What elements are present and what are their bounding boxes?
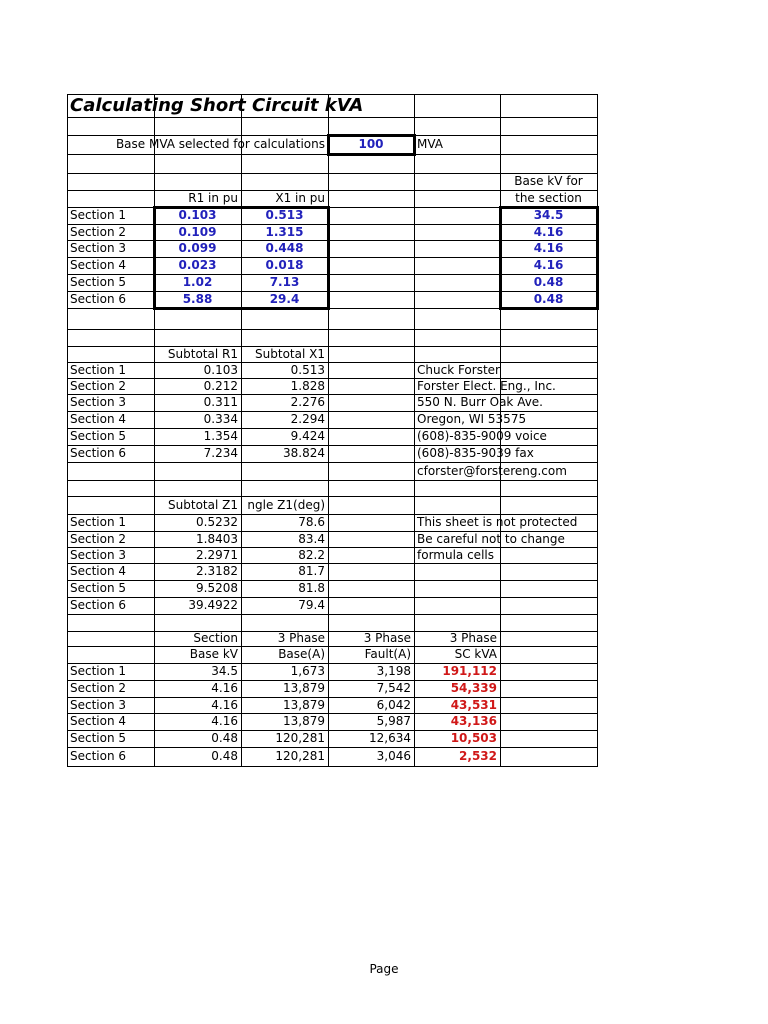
x1-input[interactable]: 29.4 — [269, 292, 300, 306]
result-sc-kva[interactable]: 191,112 — [442, 664, 497, 678]
r1-input[interactable]: 5.88 — [182, 292, 213, 306]
x1-input[interactable]: 0.513 — [265, 208, 304, 222]
x1-input[interactable]: 0.448 — [265, 241, 304, 255]
section-label[interactable]: Section 5 — [70, 731, 127, 745]
contact-line[interactable]: Forster Elect. Eng., Inc. — [417, 379, 556, 393]
angle-z1-header[interactable]: ngle Z1(deg) — [247, 498, 325, 512]
basekv-input[interactable]: 4.16 — [533, 258, 564, 272]
result-sc-kva[interactable]: 10,503 — [450, 731, 497, 745]
result-base-amps[interactable]: 120,281 — [275, 749, 325, 763]
results-header[interactable]: Base(A) — [278, 647, 325, 661]
subtotal-x1-header[interactable]: Subtotal X1 — [255, 347, 325, 361]
sheet-title[interactable]: Calculating Short Circuit kVA — [70, 95, 364, 116]
result-base-amps[interactable]: 1,673 — [290, 664, 325, 678]
section-label[interactable]: Section 5 — [70, 275, 127, 289]
x1-input[interactable]: 0.018 — [265, 258, 304, 272]
section-label[interactable]: Section 2 — [70, 532, 127, 546]
section-label[interactable]: Section 2 — [70, 225, 127, 239]
result-sc-kva[interactable]: 43,531 — [450, 698, 497, 712]
subtotal-z1[interactable]: 9.5208 — [196, 581, 238, 595]
section-label[interactable]: Section 3 — [70, 698, 127, 712]
result-basekv[interactable]: 4.16 — [211, 681, 238, 695]
result-fault-amps[interactable]: 6,042 — [376, 698, 411, 712]
basekv-input[interactable]: 34.5 — [533, 208, 564, 222]
section-label[interactable]: Section 1 — [70, 515, 127, 529]
result-basekv[interactable]: 4.16 — [211, 714, 238, 728]
contact-line[interactable]: (608)-835-9009 voice — [417, 429, 547, 443]
results-header[interactable]: 3 Phase — [277, 631, 325, 645]
subtotal-r1-header[interactable]: Subtotal R1 — [167, 347, 238, 361]
angle-z1[interactable]: 82.2 — [298, 548, 325, 562]
results-header[interactable]: 3 Phase — [363, 631, 411, 645]
angle-z1[interactable]: 83.4 — [298, 532, 325, 546]
basekv-header-1[interactable]: Base kV for — [514, 174, 583, 188]
subtotal-x1[interactable]: 38.824 — [283, 446, 325, 460]
contact-line[interactable]: Oregon, WI 53575 — [417, 412, 527, 426]
section-label[interactable]: Section 1 — [70, 208, 127, 222]
results-header[interactable]: SC kVA — [454, 647, 497, 661]
result-base-amps[interactable]: 13,879 — [283, 714, 325, 728]
note-line[interactable]: This sheet is not protected — [417, 515, 578, 529]
subtotal-z1[interactable]: 0.5232 — [196, 515, 238, 529]
section-label[interactable]: Section 5 — [70, 581, 127, 595]
section-label[interactable]: Section 3 — [70, 548, 127, 562]
result-base-amps[interactable]: 13,879 — [283, 698, 325, 712]
section-label[interactable]: Section 6 — [70, 446, 127, 460]
result-fault-amps[interactable]: 5,987 — [376, 714, 411, 728]
section-label[interactable]: Section 2 — [70, 379, 127, 393]
contact-line[interactable]: cforster@forstereng.com — [417, 464, 567, 478]
section-label[interactable]: Section 1 — [70, 363, 127, 377]
result-sc-kva[interactable]: 54,339 — [450, 681, 497, 695]
subtotal-x1[interactable]: 1.828 — [290, 379, 325, 393]
results-header[interactable]: Base kV — [189, 647, 238, 661]
x1-input[interactable]: 1.315 — [265, 225, 304, 239]
section-label[interactable]: Section 5 — [70, 429, 127, 443]
angle-z1[interactable]: 81.8 — [298, 581, 325, 595]
subtotal-z1[interactable]: 39.4922 — [188, 598, 238, 612]
subtotal-r1[interactable]: 0.212 — [203, 379, 238, 393]
subtotal-x1[interactable]: 2.276 — [290, 395, 325, 409]
result-base-amps[interactable]: 120,281 — [275, 731, 325, 745]
subtotal-z1-header[interactable]: Subtotal Z1 — [168, 498, 238, 512]
contact-line[interactable]: (608)-835-9039 fax — [417, 446, 534, 460]
result-basekv[interactable]: 0.48 — [211, 749, 238, 763]
subtotal-r1[interactable]: 0.103 — [203, 363, 238, 377]
subtotal-x1[interactable]: 2.294 — [290, 412, 325, 426]
result-fault-amps[interactable]: 3,198 — [376, 664, 411, 678]
note-line[interactable]: formula cells — [417, 548, 494, 562]
subtotal-x1[interactable]: 9.424 — [290, 429, 325, 443]
r1-input[interactable]: 0.103 — [178, 208, 217, 222]
result-fault-amps[interactable]: 12,634 — [369, 731, 411, 745]
base-mva-unit[interactable]: MVA — [417, 137, 444, 151]
angle-z1[interactable]: 78.6 — [298, 515, 325, 529]
contact-line[interactable]: Chuck Forster — [417, 363, 500, 377]
subtotal-x1[interactable]: 0.513 — [290, 363, 325, 377]
x1-header[interactable]: X1 in pu — [275, 191, 325, 205]
results-header[interactable]: 3 Phase — [449, 631, 497, 645]
result-basekv[interactable]: 0.48 — [211, 731, 238, 745]
r1-header[interactable]: R1 in pu — [188, 191, 238, 205]
subtotal-r1[interactable]: 7.234 — [203, 446, 238, 460]
subtotal-r1[interactable]: 0.334 — [203, 412, 238, 426]
base-mva-input[interactable]: 100 — [358, 137, 384, 151]
section-label[interactable]: Section 2 — [70, 681, 127, 695]
results-header[interactable]: Fault(A) — [364, 647, 411, 661]
angle-z1[interactable]: 79.4 — [298, 598, 325, 612]
basekv-input[interactable]: 4.16 — [533, 225, 564, 239]
result-fault-amps[interactable]: 3,046 — [376, 749, 411, 763]
basekv-input[interactable]: 0.48 — [533, 275, 564, 289]
section-label[interactable]: Section 6 — [70, 292, 127, 306]
subtotal-z1[interactable]: 2.3182 — [196, 564, 238, 578]
section-label[interactable]: Section 4 — [70, 714, 127, 728]
subtotal-r1[interactable]: 1.354 — [203, 429, 238, 443]
subtotal-r1[interactable]: 0.311 — [203, 395, 238, 409]
x1-input[interactable]: 7.13 — [269, 275, 300, 289]
base-mva-label[interactable]: Base MVA selected for calculations — [115, 137, 325, 151]
section-label[interactable]: Section 4 — [70, 412, 127, 426]
result-sc-kva[interactable]: 43,136 — [450, 714, 497, 728]
section-label[interactable]: Section 3 — [70, 241, 127, 255]
r1-input[interactable]: 0.109 — [178, 225, 217, 239]
note-line[interactable]: Be careful not to change — [417, 532, 565, 546]
subtotal-z1[interactable]: 2.2971 — [196, 548, 238, 562]
section-label[interactable]: Section 1 — [70, 664, 127, 678]
result-base-amps[interactable]: 13,879 — [283, 681, 325, 695]
r1-input[interactable]: 0.023 — [178, 258, 217, 272]
r1-input[interactable]: 0.099 — [178, 241, 217, 255]
basekv-input[interactable]: 0.48 — [533, 292, 564, 306]
basekv-header-2[interactable]: the section — [515, 191, 582, 205]
section-label[interactable]: Section 4 — [70, 564, 127, 578]
angle-z1[interactable]: 81.7 — [298, 564, 325, 578]
r1-input[interactable]: 1.02 — [182, 275, 213, 289]
section-label[interactable]: Section 6 — [70, 749, 127, 763]
result-sc-kva[interactable]: 2,532 — [459, 749, 497, 763]
section-label[interactable]: Section 4 — [70, 258, 127, 272]
result-fault-amps[interactable]: 7,542 — [376, 681, 411, 695]
page-footer: Page — [369, 962, 399, 976]
subtotal-z1[interactable]: 1.8403 — [196, 532, 238, 546]
basekv-input[interactable]: 4.16 — [533, 241, 564, 255]
section-label[interactable]: Section 3 — [70, 395, 127, 409]
result-basekv[interactable]: 4.16 — [211, 698, 238, 712]
contact-line[interactable]: 550 N. Burr Oak Ave. — [417, 395, 543, 409]
section-label[interactable]: Section 6 — [70, 598, 127, 612]
results-header[interactable]: Section — [193, 631, 238, 645]
result-basekv[interactable]: 34.5 — [211, 664, 238, 678]
